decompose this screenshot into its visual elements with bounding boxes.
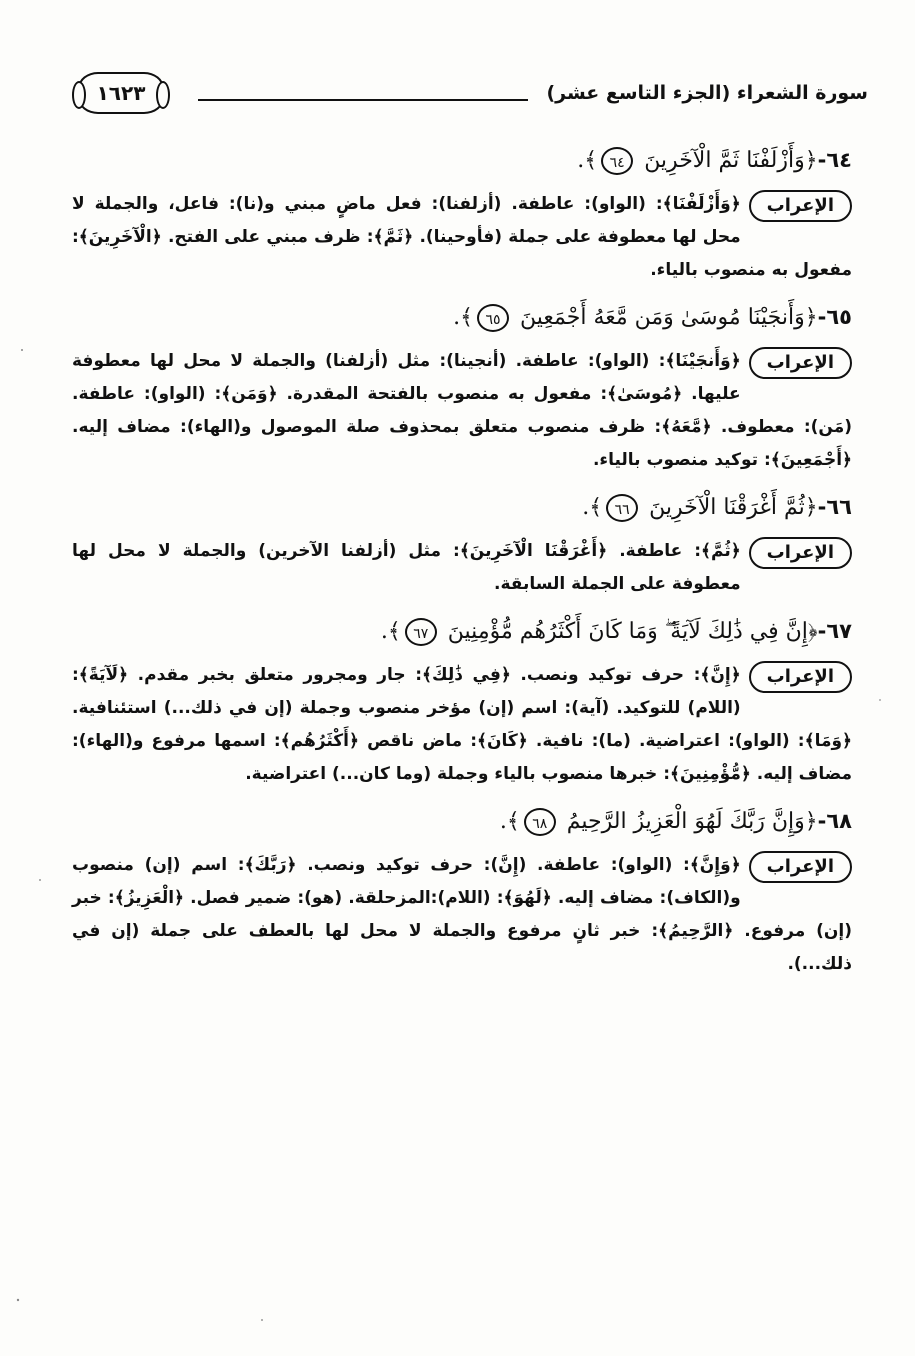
verse-line	[72, 611, 852, 659]
verse-close: ﴾.	[453, 305, 474, 330]
verse-text: ﴿وَأَزْلَفْنَا ثَمَّ الْآخَرِينَ	[644, 148, 818, 173]
verse-line	[72, 297, 852, 345]
irab-paragraph	[72, 188, 852, 287]
irab-paragraph	[72, 659, 852, 791]
verse-line	[72, 487, 852, 535]
verse-close: ﴾.	[582, 495, 603, 520]
verse-text: ﴿إِنَّ فِي ذَٰلِكَ لَآيَةً ۖ وَمَا كَانَ أَكْثَرُهُم مُّؤْمِنِينَ	[447, 619, 818, 644]
verse-line	[72, 801, 852, 849]
irab-paragraph	[72, 345, 852, 477]
running-title: سورة الشعراء (الجزء التاسع عشر)	[546, 82, 868, 104]
irab-text: ﴿وَأَزْلَفْنَا﴾: (الواو): عاطفة. (أزلفنا): فعل ماضٍ مبني و(نا): فاعل، والجملة لا محل لها معطوفة على جملة (فأوحينا). ﴿ثَمَّ﴾: ظرف مبني على الفتح. ﴿الْآخَرِينَ﴾: مفعول به منصوب بالياء.	[72, 194, 852, 280]
irab-label: الإعراب	[749, 851, 852, 883]
irab-text: ﴿وَإِنَّ﴾: (الواو): عاطفة. (إِنَّ): حرف توكيد ونصب. ﴿رَبَّكَ﴾: اسم (إن) منصوب و(الكاف): مضاف إليه. ﴿لَهُوَ﴾: (اللام):المزحلقة. (هو): ضمير فصل. ﴿الْعَزِيزُ﴾: خبر (إن) مرفوع. ﴿الرَّحِيمُ﴾: خبر ثانٍ مرفوع والجملة لا محل لها بالعطف على جملة (إن في ذلك...).	[72, 855, 852, 974]
irab-text: ﴿ثُمَّ﴾: عاطفة. ﴿أَغْرَقْنَا الْآخَرِينَ﴾: مثل (أزلفنا الآخرين) والجملة لا محل لها معطوفة على الجملة السابقة.	[72, 541, 741, 594]
irab-label: الإعراب	[749, 537, 852, 569]
verse-text: ﴿وَإِنَّ رَبَّكَ لَهُوَ الْعَزِيزُ الرَّحِيمُ	[566, 809, 818, 834]
irab-label: الإعراب	[749, 347, 852, 379]
verse-end-marker: ٦٥	[477, 304, 509, 332]
irab-text: ﴿إِنَّ﴾: حرف توكيد ونصب. ﴿فِي ذَٰلِكَ﴾: جار ومجرور متعلق بخبر مقدم. ﴿لَآيَةً﴾: (اللام) للتوكيد. (آية): اسم (إن) مؤخر منصوب وجملة (إن في ذلك...) استئنافية. ﴿وَمَا﴾: (الواو): اعتراضية. (ما): نافية. ﴿كَانَ﴾: ماض ناقص ﴿أَكْثَرُهُم﴾: اسمها مرفوع و(الهاء): مضاف إليه. ﴿مُّؤْمِنِينَ﴾: خبرها منصوب بالياء وجملة (وما كان...) اعتراضية.	[72, 665, 852, 784]
verse-close: ﴾.	[499, 809, 520, 834]
irab-label: الإعراب	[749, 661, 852, 693]
page-content	[72, 140, 852, 991]
verse-text: ﴿ثُمَّ أَغْرَقْنَا الْآخَرِينَ	[649, 495, 818, 520]
verse-text: ﴿وَأَنجَيْنَا مُوسَىٰ وَمَن مَّعَهُ أَجْمَعِينَ	[520, 305, 818, 330]
verse-end-marker: ٦٧	[405, 618, 437, 646]
irab-label: الإعراب	[749, 190, 852, 222]
irab-paragraph	[72, 849, 852, 981]
verse-number: ٦٨-	[817, 809, 852, 833]
verse-number: ٦٦-	[817, 495, 852, 519]
verse-number: ٦٤-	[817, 148, 852, 172]
page-number: ١٦٢٣	[96, 81, 146, 105]
verse-number: ٦٥-	[817, 305, 852, 329]
page-header	[78, 72, 868, 122]
irab-text: ﴿وَأَنجَيْنَا﴾: (الواو): عاطفة. (أنجينا): مثل (أزلفنا) والجملة لا محل لها معطوفة عليها. ﴿مُوسَىٰ﴾: مفعول به منصوب بالفتحة المقدرة. ﴿وَمَن﴾: (الواو): عاطفة. (مَن): معطوف. ﴿مَّعَهُ﴾: ظرف منصوب متعلق بمحذوف صلة الموصول و(الهاء): مضاف إليه. ﴿أَجْمَعِينَ﴾: توكيد منصوب بالياء.	[72, 351, 852, 470]
verse-number: ٦٧-	[817, 619, 852, 643]
verse-close: ﴾.	[380, 619, 401, 644]
page-number-frame	[78, 72, 164, 114]
irab-paragraph	[72, 535, 852, 601]
verse-line	[72, 140, 852, 188]
verse-end-marker: ٦٦	[606, 494, 638, 522]
header-rule	[198, 99, 528, 101]
verse-close: ﴾.	[577, 148, 598, 173]
verse-end-marker: ٦٤	[601, 147, 633, 175]
verse-end-marker: ٦٨	[524, 808, 556, 836]
